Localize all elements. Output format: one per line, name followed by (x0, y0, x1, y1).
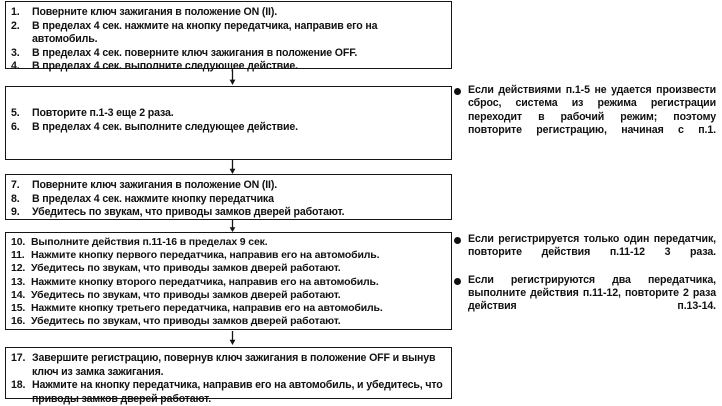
step-number: 9. (11, 206, 20, 219)
step-row (11, 276, 445, 289)
down-arrow-icon (226, 331, 238, 345)
step-text: Нажмите кнопку второго передатчика, направив его на автомобиль. (31, 275, 379, 288)
step-text: Повторите п.1-3 еще 2 раза. (32, 107, 174, 119)
step-text: Убедитесь по звукам, что приводы замков дверей работают. (31, 288, 341, 301)
step-number: 6. (11, 120, 20, 133)
step-number: 2. (11, 19, 20, 32)
step-text: Выполните действия п.11-16 в пределах 9 сек. (31, 236, 268, 248)
note-item (454, 233, 716, 273)
step-number: 7. (11, 179, 20, 191)
step-row (11, 193, 445, 207)
note-text: Если действиями п.1-5 не удается произвести сброс, система из режима регистрации переходит в рабочий режим; поэтому повторите регистрацию, начиная с п.1. (468, 84, 716, 136)
step-number: 15. (11, 302, 26, 315)
step-row (11, 47, 445, 61)
step-row (11, 206, 445, 220)
step-number: 16. (11, 315, 26, 328)
step-text: Убедитесь по звукам, что приводы замков дверей работают. (32, 206, 345, 219)
step-row (11, 262, 445, 275)
step-number: 14. (11, 288, 26, 301)
note-text: Если регистрируются два передатчика, выполните действия п.11-12, повторите 2 раза действия п.13-14. (468, 273, 716, 313)
step-row (11, 315, 445, 328)
step-text: В пределах 4 сек. нажмите на кнопку передатчика, направив его на автомобиль. (32, 19, 378, 46)
step-text: В пределах 4 сек. нажмите кнопку передатчика (32, 192, 274, 205)
flow-step-box-4 (5, 232, 452, 330)
bullet-icon (454, 233, 468, 244)
note-item (454, 84, 716, 150)
step-row (11, 179, 445, 193)
step-text: Нажмите кнопку первого передатчика, направив его на автомобиль. (31, 249, 380, 262)
step-number: 1. (11, 6, 20, 18)
down-arrow-icon (226, 70, 238, 85)
step-number: 12. (11, 262, 26, 275)
down-arrow-icon (226, 160, 238, 174)
step-number: 13. (11, 275, 26, 288)
down-arrow-icon (226, 220, 238, 232)
step-text: В пределах 4 сек. поверните ключ зажигания в положение OFF. (32, 46, 358, 59)
step-text: Нажмите на кнопку передатчика, направив его на автомобиль, и убедитесь, что приводы замков дверей работают. (32, 379, 443, 405)
step-row (11, 6, 445, 20)
note-item (454, 274, 716, 327)
step-number: 10. (11, 236, 26, 248)
step-row (11, 289, 445, 302)
step-row (11, 236, 445, 249)
step-number: 11. (11, 249, 25, 262)
step-text: В пределах 4 сек. выполните следующее действие. (32, 120, 298, 133)
step-number: 3. (11, 46, 20, 59)
step-text: Завершите регистрацию, повернув ключ зажигания в положение OFF и вынув ключ из замка зажигания. (32, 352, 436, 378)
step-number: 18. (11, 379, 26, 392)
step-number: 17. (11, 352, 26, 364)
step-text: В пределах 4 сек. выполните следующее действие. (32, 60, 298, 73)
step-number: 5. (11, 107, 20, 119)
flowchart-column (5, 0, 452, 405)
step-row (11, 302, 445, 315)
step-number: 8. (11, 192, 20, 205)
flow-step-box-1 (5, 1, 452, 73)
note-text: Если регистрируется только один передатчик, повторите действия п.11-12 3 раза. (468, 233, 716, 259)
flow-step-box-2 (5, 86, 452, 160)
step-row (11, 107, 445, 121)
step-text: Поверните ключ зажигания в положение ON (II). (32, 179, 277, 191)
step-text: Убедитесь по звукам, что приводы замков дверей работают. (31, 315, 341, 328)
step-row (11, 249, 445, 262)
step-number: 4. (11, 60, 20, 73)
bullet-icon (454, 274, 468, 285)
step-text: Нажмите кнопку третьего передатчика, направив его на автомобиль. (31, 302, 383, 315)
note-group-reset-failure (454, 84, 716, 151)
flow-step-box-5 (5, 347, 452, 405)
flow-step-box-3 (5, 174, 452, 220)
step-row (11, 20, 445, 47)
note-group-transmitter-count (454, 233, 716, 328)
step-row (11, 121, 445, 135)
bullet-icon (454, 84, 468, 95)
step-text: Поверните ключ зажигания в положение ON (II). (32, 6, 277, 18)
step-row (11, 352, 445, 379)
step-text: Убедитесь по звукам, что приводы замков дверей работают. (31, 262, 341, 275)
